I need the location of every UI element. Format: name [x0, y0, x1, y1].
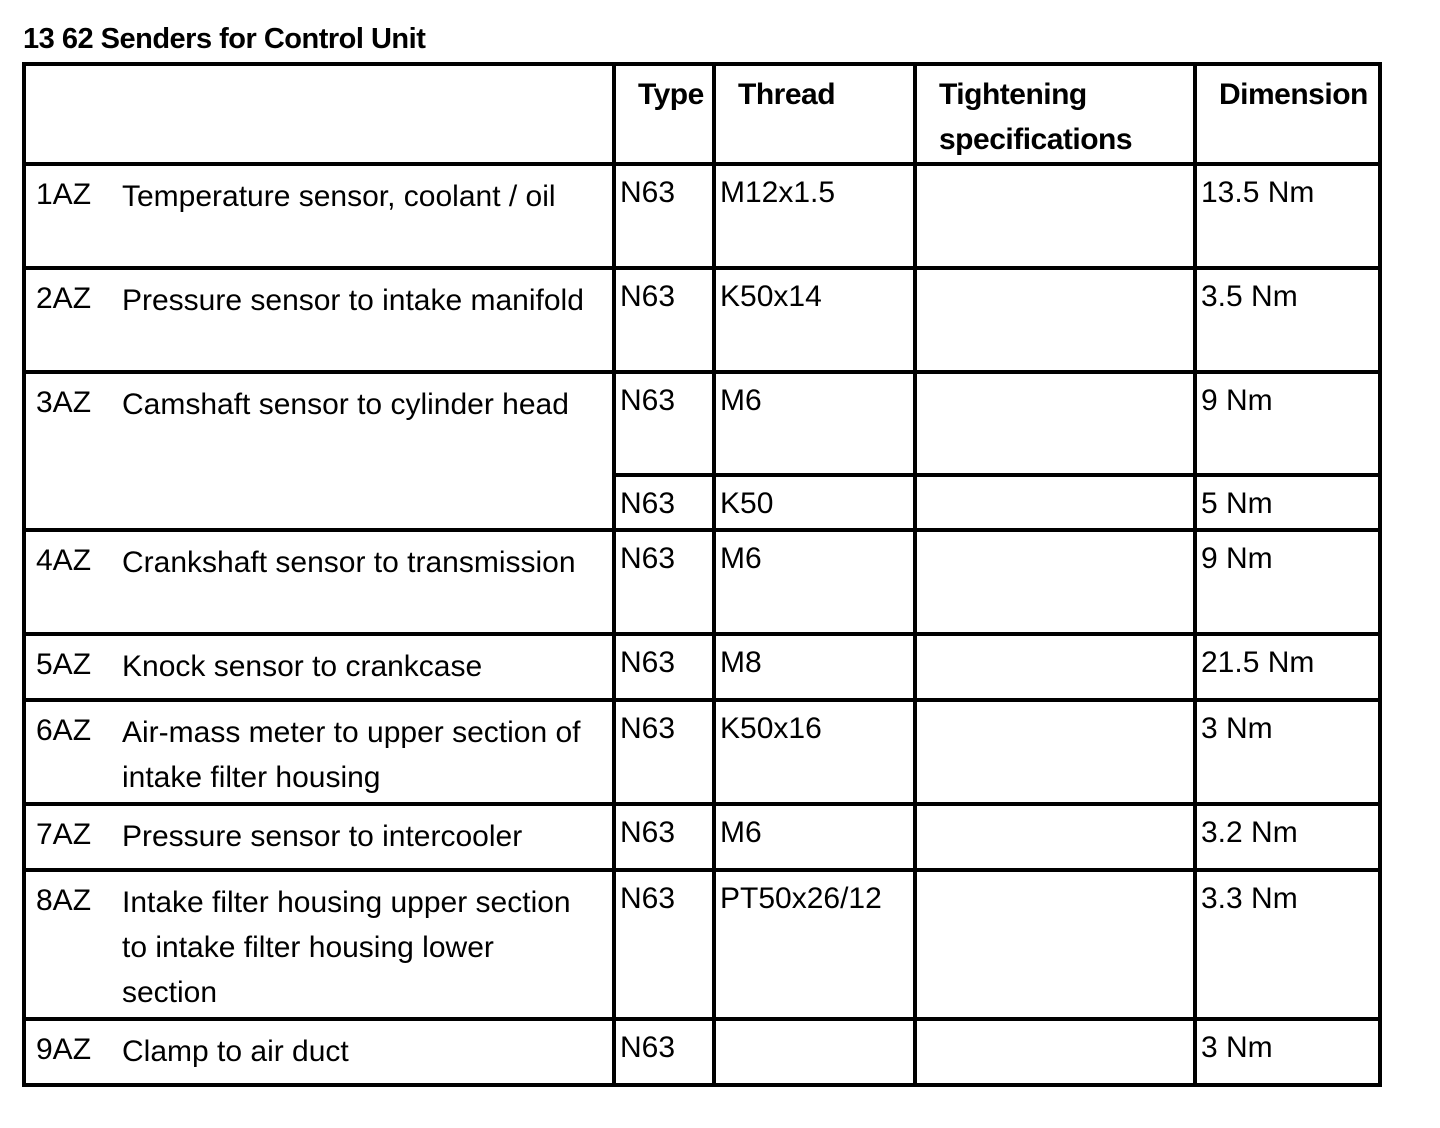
type-cell: N63 [614, 268, 714, 372]
table-row [24, 1019, 1380, 1085]
item-code: 4AZ [36, 544, 92, 577]
item-description: Air-mass meter to upper section of intake filter housing [122, 716, 581, 794]
header-type: Type [614, 64, 714, 164]
description-cell [24, 530, 614, 634]
type-cell: N63 [614, 1019, 714, 1085]
tightening-cell [915, 634, 1195, 700]
item-code: 6AZ [36, 714, 92, 747]
description-cell [24, 268, 614, 372]
thread-cell: K50 [714, 475, 915, 530]
item-description: Pressure sensor to intake manifold [122, 284, 584, 317]
item-description: Intake filter housing upper section to intake filter housing lower section [122, 886, 571, 1009]
tightening-cell [915, 1019, 1195, 1085]
dimension-cell: 3 Nm [1195, 700, 1380, 804]
type-cell: N63 [614, 475, 714, 530]
description-cell [24, 372, 614, 530]
header-thread: Thread [714, 64, 915, 164]
tightening-cell [915, 804, 1195, 870]
item-description: Knock sensor to crankcase [122, 650, 483, 683]
table-row [24, 530, 1380, 634]
description-cell [24, 164, 614, 268]
table-row [24, 372, 1380, 475]
description-cell [24, 1019, 614, 1085]
header-dimension: Dimension [1195, 64, 1380, 164]
type-cell: N63 [614, 530, 714, 634]
description-cell [24, 634, 614, 700]
type-cell: N63 [614, 804, 714, 870]
item-code: 3AZ [36, 386, 92, 419]
dimension-cell: 13.5 Nm [1195, 164, 1380, 268]
description-cell [24, 870, 614, 1019]
table-row [24, 700, 1380, 804]
item-code: 8AZ [36, 884, 92, 917]
item-description: Camshaft sensor to cylinder head [122, 388, 569, 421]
thread-cell [714, 1019, 915, 1085]
type-cell: N63 [614, 700, 714, 804]
senders-table [22, 62, 1382, 1087]
description-cell [24, 804, 614, 870]
dimension-cell: 9 Nm [1195, 372, 1380, 475]
tightening-cell [915, 870, 1195, 1019]
description-cell [24, 700, 614, 804]
thread-cell: PT50x26/12 [714, 870, 915, 1019]
thread-cell: M12x1.5 [714, 164, 915, 268]
dimension-cell: 3.5 Nm [1195, 268, 1380, 372]
type-cell: N63 [614, 870, 714, 1019]
item-code: 7AZ [36, 818, 92, 851]
type-cell: N63 [614, 164, 714, 268]
thread-cell: K50x14 [714, 268, 915, 372]
table-row [24, 804, 1380, 870]
type-cell: N63 [614, 634, 714, 700]
dimension-cell: 3.2 Nm [1195, 804, 1380, 870]
dimension-cell: 21.5 Nm [1195, 634, 1380, 700]
thread-cell: M6 [714, 530, 915, 634]
item-code: 1AZ [36, 178, 92, 211]
type-cell: N63 [614, 372, 714, 475]
item-description: Pressure sensor to intercooler [122, 820, 523, 853]
tightening-cell [915, 475, 1195, 530]
thread-cell: M6 [714, 372, 915, 475]
item-code: 9AZ [36, 1033, 92, 1066]
header-tightening: Tightening specifications [915, 64, 1195, 164]
header-row [24, 64, 1380, 164]
thread-cell: M6 [714, 804, 915, 870]
item-description: Temperature sensor, coolant / oil [122, 180, 556, 213]
dimension-cell: 3.3 Nm [1195, 870, 1380, 1019]
item-description: Crankshaft sensor to transmission [122, 546, 576, 579]
tightening-cell [915, 530, 1195, 634]
page-title: 13 62 Senders for Control Unit [23, 23, 426, 55]
tightening-cell [915, 164, 1195, 268]
table-row [24, 634, 1380, 700]
thread-cell: K50x16 [714, 700, 915, 804]
tightening-cell [915, 268, 1195, 372]
item-code: 2AZ [36, 282, 92, 315]
header-description [24, 64, 614, 164]
dimension-cell: 9 Nm [1195, 530, 1380, 634]
item-description: Clamp to air duct [122, 1035, 349, 1068]
item-code: 5AZ [36, 648, 92, 681]
tightening-cell [915, 372, 1195, 475]
tightening-cell [915, 700, 1195, 804]
thread-cell: M8 [714, 634, 915, 700]
table-row [24, 164, 1380, 268]
dimension-cell: 5 Nm [1195, 475, 1380, 530]
table-row [24, 268, 1380, 372]
dimension-cell: 3 Nm [1195, 1019, 1380, 1085]
table-row [24, 870, 1380, 1019]
